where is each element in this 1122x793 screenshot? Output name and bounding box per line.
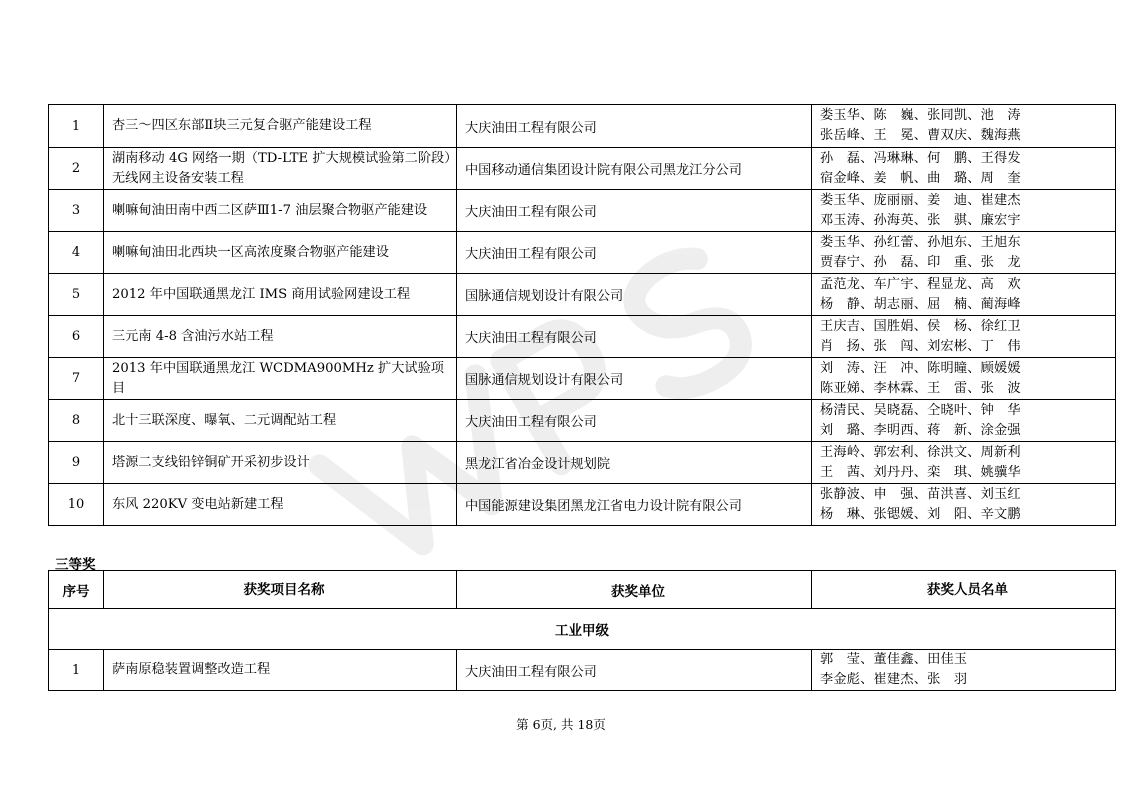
row-number: 6 (49, 316, 104, 358)
members-line: 刘 涛、汪 冲、陈明瞳、顾媛媛 (820, 360, 1021, 376)
award-unit: 大庆油田工程有限公司 (457, 400, 812, 442)
award-unit: 国脉通信规划设计有限公司 (457, 358, 812, 400)
award-unit: 大庆油田工程有限公司 (457, 190, 812, 232)
award-members (812, 484, 1116, 526)
table-row (49, 148, 1116, 190)
award-members (812, 105, 1116, 148)
row-number: 9 (49, 442, 104, 484)
award-members (812, 190, 1116, 232)
members-line: 娄玉华、孙红蕾、孙旭东、王旭东 (820, 234, 1021, 250)
table-header-row (49, 571, 1116, 609)
members-line: 娄玉华、陈 巍、张同凯、池 涛 (820, 108, 1021, 123)
members-line: 王海岭、郭宏利、徐洪文、周新利 (820, 444, 1021, 460)
table-row (49, 400, 1116, 442)
award-members (812, 148, 1116, 190)
table-row (49, 316, 1116, 358)
members-line: 杨 琳、张锶媛、刘 阳、辛文鹏 (820, 506, 1021, 522)
group-row (49, 609, 1116, 650)
award-unit: 大庆油田工程有限公司 (457, 316, 812, 358)
table-row (49, 274, 1116, 316)
members-line: 陈亚娣、李林霖、王 雷、张 波 (820, 380, 1021, 396)
row-number: 2 (49, 148, 104, 190)
award-members (812, 316, 1116, 358)
table-row (49, 105, 1116, 148)
members-line: 宿金峰、姜 帆、曲 璐、周 奎 (820, 170, 1021, 186)
members-line: 郭 莹、董佳鑫、田佳玉 (820, 652, 968, 667)
members-line: 孙 磊、冯琳琳、何 鹏、王得发 (820, 150, 1021, 166)
members-line: 张岳峰、王 冕、曹双庆、魏海燕 (820, 128, 1021, 143)
award-unit: 国脉通信规划设计有限公司 (457, 274, 812, 316)
members-line: 王 茜、刘丹丹、栾 琪、姚骥华 (820, 464, 1021, 480)
table-row (49, 650, 1116, 691)
project-name: 喇嘛甸油田北西块一区高浓度聚合物驱产能建设 (104, 232, 457, 274)
members-line: 李金彪、崔建杰、张 羽 (820, 672, 968, 687)
members-line: 刘 璐、李明西、蒋 新、涂金强 (820, 422, 1021, 438)
members-line: 张静波、申 强、苗洪喜、刘玉红 (820, 486, 1021, 502)
award-unit: 大庆油田工程有限公司 (457, 105, 812, 148)
members-line: 杨清民、吴晓磊、仝晓叶、钟 华 (820, 402, 1021, 418)
award-unit: 中国移动通信集团设计院有限公司黑龙江分公司 (457, 148, 812, 190)
award-unit: 黑龙江省冶金设计规划院 (457, 442, 812, 484)
awards-table-continued (48, 104, 1116, 526)
row-number: 1 (49, 105, 104, 148)
row-number: 8 (49, 400, 104, 442)
project-name: 2013 年中国联通黑龙江 WCDMA900MHz 扩大试验项目 (104, 358, 457, 400)
award-unit: 大庆油田工程有限公司 (457, 650, 812, 691)
row-number: 5 (49, 274, 104, 316)
project-name: 萨南原稳装置调整改造工程 (104, 650, 457, 691)
table-row (49, 484, 1116, 526)
award-members (812, 400, 1116, 442)
members-line: 娄玉华、庞丽丽、姜 迪、崔建杰 (820, 192, 1021, 208)
header-no: 序号 (49, 571, 104, 609)
project-name: 湖南移动 4G 网络一期（TD-LTE 扩大规模试验第二阶段）无线网主设备安装工程 (104, 148, 457, 190)
header-members: 获奖人员名单 (812, 571, 1116, 609)
award-members (812, 650, 1116, 691)
members-line: 杨 静、胡志丽、屈 楠、蔺海峰 (820, 296, 1021, 312)
table-row (49, 190, 1116, 232)
project-name: 东风 220KV 变电站新建工程 (104, 484, 457, 526)
row-number: 3 (49, 190, 104, 232)
project-name: 塔源二支线铅锌铜矿开采初步设计 (104, 442, 457, 484)
table-row (49, 358, 1116, 400)
group-label: 工业甲级 (49, 609, 1116, 650)
table-row (49, 232, 1116, 274)
table-row (49, 442, 1116, 484)
members-line: 邓玉涛、孙海英、张 骐、廉宏宇 (820, 212, 1021, 228)
members-line: 肖 扬、张 闯、刘宏彬、丁 伟 (820, 338, 1021, 354)
members-line: 王庆吉、国胜娟、侯 杨、徐红卫 (820, 318, 1021, 334)
row-number: 10 (49, 484, 104, 526)
page-footer: 第 6页, 共 18页 (516, 717, 606, 732)
header-unit: 获奖单位 (457, 571, 812, 609)
award-unit: 中国能源建设集团黑龙江省电力设计院有限公司 (457, 484, 812, 526)
project-name: 喇嘛甸油田南中西二区萨Ⅲ1-7 油层聚合物驱产能建设 (104, 190, 457, 232)
award-members (812, 442, 1116, 484)
project-name: 杏三～四区东部Ⅱ块三元复合驱产能建设工程 (104, 105, 457, 148)
row-number: 7 (49, 358, 104, 400)
award-unit: 大庆油田工程有限公司 (457, 232, 812, 274)
row-number: 1 (49, 650, 104, 691)
members-line: 孟范龙、车广宇、程显龙、高 欢 (820, 276, 1021, 292)
header-project: 获奖项目名称 (104, 571, 457, 609)
award-members (812, 274, 1116, 316)
row-number: 4 (49, 232, 104, 274)
third-prize-table (48, 570, 1116, 691)
award-members (812, 358, 1116, 400)
award-members (812, 232, 1116, 274)
project-name: 北十三联深度、曝氧、二元调配站工程 (104, 400, 457, 442)
project-name: 三元南 4-8 含油污水站工程 (104, 316, 457, 358)
project-name: 2012 年中国联通黑龙江 IMS 商用试验网建设工程 (104, 274, 457, 316)
members-line: 贾春宁、孙 磊、印 重、张 龙 (820, 254, 1021, 270)
section-title-third-prize: 三等奖 (55, 557, 96, 573)
